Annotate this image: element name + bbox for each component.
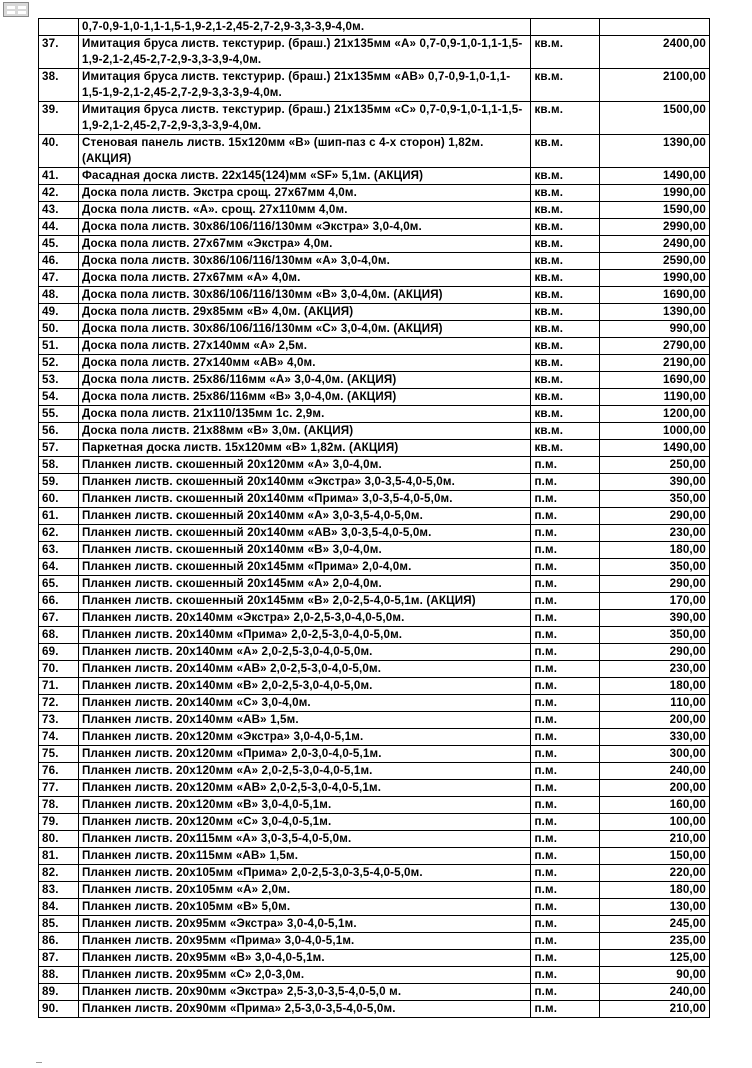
product-name: Доска пола листв. 27х140мм «АВ» 4,0м. — [79, 355, 531, 372]
product-name: Доска пола листв. 27х67мм «Экстра» 4,0м. — [79, 236, 531, 253]
product-name: Планкен листв. 20х90мм «Экстра» 2,5-3,0-3,5-4,0-5,0 м. — [79, 984, 531, 1001]
unit: кв.м. — [531, 423, 600, 440]
unit: кв.м. — [531, 304, 600, 321]
product-name: Имитация бруса листв. текстурир. (браш.) 21х135мм «А» 0,7-0,9-1,0-1,1-1,5-1,9-2,1-2,45-2,7-2,9-3,3-3,9-4,0м. — [79, 36, 531, 69]
price: 290,00 — [600, 508, 710, 525]
price: 160,00 — [600, 797, 710, 814]
product-name: Планкен листв. 20х140мм «АВ» 2,0-2,5-3,0-4,0-5,0м. — [79, 661, 531, 678]
product-name: Планкен листв. 20х105мм «Прима» 2,0-2,5-3,0-3,5-4,0-5,0м. — [79, 865, 531, 882]
unit: кв.м. — [531, 270, 600, 287]
unit: кв.м. — [531, 102, 600, 135]
row-number: 76. — [39, 763, 79, 780]
product-name: Имитация бруса листв. текстурир. (браш.) 21х135мм «АВ» 0,7-0,9-1,0-1,1-1,5-1,9-2,1-2,45-2,7-2,9-3,3-3,9-4,0м. — [79, 69, 531, 102]
unit: п.м. — [531, 831, 600, 848]
row-number: 49. — [39, 304, 79, 321]
price: 2490,00 — [600, 236, 710, 253]
row-number: 44. — [39, 219, 79, 236]
product-name: Планкен листв. скошенный 20х140мм «Прима» 3,0-3,5-4,0-5,0м. — [79, 491, 531, 508]
price — [600, 19, 710, 36]
price-table-body — [39, 19, 710, 1018]
row-number: 64. — [39, 559, 79, 576]
unit: п.м. — [531, 644, 600, 661]
price: 235,00 — [600, 933, 710, 950]
table-row — [39, 135, 710, 168]
table-select-icon[interactable] — [0, 0, 34, 20]
row-number: 65. — [39, 576, 79, 593]
table-row — [39, 984, 710, 1001]
product-name: Доска пола листв. 21х110/135мм 1с. 2,9м. — [79, 406, 531, 423]
product-name: Планкен листв. скошенный 20х145мм «А» 2,0-4,0м. — [79, 576, 531, 593]
row-number: 61. — [39, 508, 79, 525]
unit: кв.м. — [531, 355, 600, 372]
table-row — [39, 304, 710, 321]
unit: п.м. — [531, 882, 600, 899]
unit: п.м. — [531, 780, 600, 797]
product-name: Планкен листв. скошенный 20х140мм «В» 3,0-4,0м. — [79, 542, 531, 559]
table-row — [39, 508, 710, 525]
unit: п.м. — [531, 984, 600, 1001]
price: 100,00 — [600, 814, 710, 831]
table-row — [39, 644, 710, 661]
row-number: 42. — [39, 185, 79, 202]
price: 125,00 — [600, 950, 710, 967]
product-name: Планкен листв. 20х115мм «АВ» 1,5м. — [79, 848, 531, 865]
price: 1390,00 — [600, 304, 710, 321]
price: 130,00 — [600, 899, 710, 916]
price: 1690,00 — [600, 372, 710, 389]
row-number: 63. — [39, 542, 79, 559]
table-row — [39, 36, 710, 69]
price: 210,00 — [600, 1001, 710, 1018]
table-row — [39, 19, 710, 36]
table-row — [39, 882, 710, 899]
product-name: Планкен листв. 20х120мм «Прима» 2,0-3,0-4,0-5,1м. — [79, 746, 531, 763]
table-row — [39, 899, 710, 916]
table-row — [39, 695, 710, 712]
table-row — [39, 372, 710, 389]
table-row — [39, 185, 710, 202]
unit: п.м. — [531, 729, 600, 746]
row-number: 60. — [39, 491, 79, 508]
unit: п.м. — [531, 933, 600, 950]
table-row — [39, 168, 710, 185]
price: 250,00 — [600, 457, 710, 474]
price: 110,00 — [600, 695, 710, 712]
price: 1590,00 — [600, 202, 710, 219]
unit: п.м. — [531, 950, 600, 967]
product-name: Доска пола листв. 25х86/116мм «В» 3,0-4,0м. (АКЦИЯ) — [79, 389, 531, 406]
price: 2190,00 — [600, 355, 710, 372]
row-number: 89. — [39, 984, 79, 1001]
price: 2400,00 — [600, 36, 710, 69]
table-row — [39, 542, 710, 559]
price: 1200,00 — [600, 406, 710, 423]
product-name: Планкен листв. 20х140мм «В» 2,0-2,5-3,0-4,0-5,0м. — [79, 678, 531, 695]
price: 1190,00 — [600, 389, 710, 406]
table-row — [39, 746, 710, 763]
unit: п.м. — [531, 525, 600, 542]
row-number: 79. — [39, 814, 79, 831]
price: 350,00 — [600, 627, 710, 644]
row-number: 39. — [39, 102, 79, 135]
price: 245,00 — [600, 916, 710, 933]
row-number: 57. — [39, 440, 79, 457]
table-row — [39, 831, 710, 848]
unit: кв.м. — [531, 236, 600, 253]
product-name: Доска пола листв. 30х86/106/116/130мм «В» 3,0-4,0м. (АКЦИЯ) — [79, 287, 531, 304]
table-row — [39, 389, 710, 406]
price: 210,00 — [600, 831, 710, 848]
row-number: 67. — [39, 610, 79, 627]
product-name: Доска пола листв. «А». срощ. 27х110мм 4,0м. — [79, 202, 531, 219]
row-number: 84. — [39, 899, 79, 916]
unit: п.м. — [531, 593, 600, 610]
table-row — [39, 423, 710, 440]
price: 300,00 — [600, 746, 710, 763]
product-name: 0,7-0,9-1,0-1,1-1,5-1,9-2,1-2,45-2,7-2,9-3,3-3,9-4,0м. — [79, 19, 531, 36]
row-number — [39, 19, 79, 36]
price: 170,00 — [600, 593, 710, 610]
table-row — [39, 355, 710, 372]
price: 150,00 — [600, 848, 710, 865]
unit: п.м. — [531, 678, 600, 695]
product-name: Доска пола листв. 27х140мм «А» 2,5м. — [79, 338, 531, 355]
row-number: 83. — [39, 882, 79, 899]
row-number: 87. — [39, 950, 79, 967]
row-number: 40. — [39, 135, 79, 168]
unit: п.м. — [531, 457, 600, 474]
row-number: 85. — [39, 916, 79, 933]
row-number: 54. — [39, 389, 79, 406]
product-name: Планкен листв. 20х90мм «Прима» 2,5-3,0-3,5-4,0-5,0м. — [79, 1001, 531, 1018]
row-number: 53. — [39, 372, 79, 389]
table-row — [39, 593, 710, 610]
table-row — [39, 69, 710, 102]
table-row — [39, 236, 710, 253]
price: 1390,00 — [600, 135, 710, 168]
table-row — [39, 576, 710, 593]
product-name: Планкен листв. 20х120мм «С» 3,0-4,0-5,1м. — [79, 814, 531, 831]
table-row — [39, 780, 710, 797]
unit: кв.м. — [531, 36, 600, 69]
row-number: 58. — [39, 457, 79, 474]
product-name: Планкен листв. скошенный 20х140мм «Экстра» 3,0-3,5-4,0-5,0м. — [79, 474, 531, 491]
product-name: Планкен листв. 20х140мм «А» 2,0-2,5-3,0-4,0-5,0м. — [79, 644, 531, 661]
row-number: 71. — [39, 678, 79, 695]
price: 350,00 — [600, 559, 710, 576]
product-name: Планкен листв. 20х140мм «С» 3,0-4,0м. — [79, 695, 531, 712]
product-name: Фасадная доска листв. 22х145(124)мм «SF» 5,1м. (АКЦИЯ) — [79, 168, 531, 185]
table-row — [39, 321, 710, 338]
product-name: Доска пола листв. 30х86/106/116/130мм «С» 3,0-4,0м. (АКЦИЯ) — [79, 321, 531, 338]
product-name: Планкен листв. 20х105мм «В» 5,0м. — [79, 899, 531, 916]
unit: кв.м. — [531, 406, 600, 423]
product-name: Планкен листв. 20х140мм «Прима» 2,0-2,5-3,0-4,0-5,0м. — [79, 627, 531, 644]
price: 180,00 — [600, 678, 710, 695]
price: 180,00 — [600, 542, 710, 559]
price: 90,00 — [600, 967, 710, 984]
table-row — [39, 491, 710, 508]
table-row — [39, 916, 710, 933]
table-row — [39, 610, 710, 627]
price: 1000,00 — [600, 423, 710, 440]
unit: п.м. — [531, 763, 600, 780]
row-number: 48. — [39, 287, 79, 304]
unit: п.м. — [531, 916, 600, 933]
row-number: 62. — [39, 525, 79, 542]
price: 290,00 — [600, 576, 710, 593]
unit: кв.м. — [531, 440, 600, 457]
product-name: Планкен листв. скошенный 20х145мм «В» 2,0-2,5-4,0-5,1м. (АКЦИЯ) — [79, 593, 531, 610]
unit: кв.м. — [531, 69, 600, 102]
price: 2590,00 — [600, 253, 710, 270]
unit: п.м. — [531, 491, 600, 508]
product-name: Планкен листв. скошенный 20х140мм «А» 3,0-3,5-4,0-5,0м. — [79, 508, 531, 525]
unit: п.м. — [531, 474, 600, 491]
row-number: 66. — [39, 593, 79, 610]
unit: кв.м. — [531, 219, 600, 236]
price: 1500,00 — [600, 102, 710, 135]
row-number: 52. — [39, 355, 79, 372]
price: 2100,00 — [600, 69, 710, 102]
price: 1990,00 — [600, 185, 710, 202]
table-row — [39, 253, 710, 270]
product-name: Доска пола листв. 21х88мм «В» 3,0м. (АКЦИЯ) — [79, 423, 531, 440]
unit: п.м. — [531, 797, 600, 814]
price: 200,00 — [600, 780, 710, 797]
table-row — [39, 525, 710, 542]
row-number: 86. — [39, 933, 79, 950]
product-name: Планкен листв. 20х95мм «С» 2,0-3,0м. — [79, 967, 531, 984]
row-number: 70. — [39, 661, 79, 678]
price: 240,00 — [600, 984, 710, 1001]
row-number: 50. — [39, 321, 79, 338]
price: 390,00 — [600, 474, 710, 491]
table-row — [39, 712, 710, 729]
product-name: Планкен листв. 20х120мм «В» 3,0-4,0-5,1м. — [79, 797, 531, 814]
unit: п.м. — [531, 1001, 600, 1018]
product-name: Имитация бруса листв. текстурир. (браш.) 21х135мм «С» 0,7-0,9-1,0-1,1-1,5-1,9-2,1-2,45-2,7-2,9-3,3-3,9-4,0м. — [79, 102, 531, 135]
price: 350,00 — [600, 491, 710, 508]
row-number: 41. — [39, 168, 79, 185]
product-name: Планкен листв. 20х120мм «Экстра» 3,0-4,0-5,1м. — [79, 729, 531, 746]
row-number: 73. — [39, 712, 79, 729]
product-name: Доска пола листв. 29х85мм «В» 4,0м. (АКЦИЯ) — [79, 304, 531, 321]
unit: кв.м. — [531, 389, 600, 406]
table-row — [39, 848, 710, 865]
price: 290,00 — [600, 644, 710, 661]
price: 230,00 — [600, 661, 710, 678]
product-name: Планкен листв. 20х120мм «А» 2,0-2,5-3,0-4,0-5,1м. — [79, 763, 531, 780]
table-row — [39, 627, 710, 644]
row-number: 55. — [39, 406, 79, 423]
unit: п.м. — [531, 576, 600, 593]
product-name: Паркетная доска листв. 15х120мм «В» 1,82м. (АКЦИЯ) — [79, 440, 531, 457]
unit: п.м. — [531, 542, 600, 559]
price: 1990,00 — [600, 270, 710, 287]
table-row — [39, 1001, 710, 1018]
table-row — [39, 797, 710, 814]
product-name: Стеновая панель листв. 15х120мм «В» (шип-паз с 4-х сторон) 1,82м. (АКЦИЯ) — [79, 135, 531, 168]
table-row — [39, 865, 710, 882]
table-row — [39, 102, 710, 135]
price: 1690,00 — [600, 287, 710, 304]
row-number: 43. — [39, 202, 79, 219]
table-row — [39, 678, 710, 695]
product-name: Планкен листв. 20х140мм «АВ» 1,5м. — [79, 712, 531, 729]
unit: кв.м. — [531, 372, 600, 389]
product-name: Доска пола листв. 25х86/116мм «А» 3,0-4,0м. (АКЦИЯ) — [79, 372, 531, 389]
table-row — [39, 219, 710, 236]
product-name: Планкен листв. скошенный 20х140мм «АВ» 3,0-3,5-4,0-5,0м. — [79, 525, 531, 542]
table-row — [39, 933, 710, 950]
unit: п.м. — [531, 712, 600, 729]
unit: п.м. — [531, 967, 600, 984]
row-number: 81. — [39, 848, 79, 865]
price: 180,00 — [600, 882, 710, 899]
unit: п.м. — [531, 899, 600, 916]
table-row — [39, 967, 710, 984]
unit: п.м. — [531, 848, 600, 865]
unit: п.м. — [531, 661, 600, 678]
row-number: 45. — [39, 236, 79, 253]
row-number: 38. — [39, 69, 79, 102]
product-name: Планкен листв. 20х140мм «Экстра» 2,0-2,5-3,0-4,0-5,0м. — [79, 610, 531, 627]
price: 390,00 — [600, 610, 710, 627]
unit: кв.м. — [531, 185, 600, 202]
product-name: Планкен листв. 20х95мм «Экстра» 3,0-4,0-5,1м. — [79, 916, 531, 933]
price: 330,00 — [600, 729, 710, 746]
row-number: 74. — [39, 729, 79, 746]
row-number: 90. — [39, 1001, 79, 1018]
table-row — [39, 406, 710, 423]
price: 1490,00 — [600, 440, 710, 457]
price-table — [38, 18, 710, 1018]
product-name: Планкен листв. 20х95мм «Прима» 3,0-4,0-5,1м. — [79, 933, 531, 950]
table-row — [39, 950, 710, 967]
price: 2990,00 — [600, 219, 710, 236]
price: 230,00 — [600, 525, 710, 542]
unit: п.м. — [531, 610, 600, 627]
table-row — [39, 338, 710, 355]
row-number: 72. — [39, 695, 79, 712]
table-row — [39, 814, 710, 831]
table-row — [39, 763, 710, 780]
product-name: Планкен листв. 20х120мм «АВ» 2,0-2,5-3,0-4,0-5,1м. — [79, 780, 531, 797]
table-row — [39, 474, 710, 491]
row-number: 59. — [39, 474, 79, 491]
row-number: 47. — [39, 270, 79, 287]
unit: кв.м. — [531, 287, 600, 304]
row-number: 88. — [39, 967, 79, 984]
row-number: 77. — [39, 780, 79, 797]
row-number: 78. — [39, 797, 79, 814]
table-row — [39, 559, 710, 576]
table-row — [39, 270, 710, 287]
product-name: Планкен листв. 20х95мм «В» 3,0-4,0-5,1м. — [79, 950, 531, 967]
product-name: Планкен листв. 20х115мм «А» 3,0-3,5-4,0-5,0м. — [79, 831, 531, 848]
product-name: Доска пола листв. 30х86/106/116/130мм «А» 3,0-4,0м. — [79, 253, 531, 270]
price: 220,00 — [600, 865, 710, 882]
unit: кв.м. — [531, 338, 600, 355]
table-row — [39, 457, 710, 474]
unit: кв.м. — [531, 321, 600, 338]
unit: кв.м. — [531, 253, 600, 270]
row-number: 69. — [39, 644, 79, 661]
product-name: Доска пола листв. Экстра срощ. 27х67мм 4,0м. — [79, 185, 531, 202]
page-edge-mark — [36, 1062, 42, 1063]
product-name: Планкен листв. 20х105мм «А» 2,0м. — [79, 882, 531, 899]
unit: п.м. — [531, 695, 600, 712]
unit: п.м. — [531, 559, 600, 576]
row-number: 46. — [39, 253, 79, 270]
product-name: Доска пола листв. 27х67мм «А» 4,0м. — [79, 270, 531, 287]
row-number: 80. — [39, 831, 79, 848]
product-name: Доска пола листв. 30х86/106/116/130мм «Экстра» 3,0-4,0м. — [79, 219, 531, 236]
row-number: 75. — [39, 746, 79, 763]
price: 2790,00 — [600, 338, 710, 355]
table-row — [39, 440, 710, 457]
unit: п.м. — [531, 627, 600, 644]
price: 1490,00 — [600, 168, 710, 185]
unit: п.м. — [531, 814, 600, 831]
unit: кв.м. — [531, 168, 600, 185]
product-name: Планкен листв. скошенный 20х120мм «А» 3,0-4,0м. — [79, 457, 531, 474]
product-name: Планкен листв. скошенный 20х145мм «Прима» 2,0-4,0м. — [79, 559, 531, 576]
row-number: 51. — [39, 338, 79, 355]
price: 240,00 — [600, 763, 710, 780]
row-number: 68. — [39, 627, 79, 644]
table-row — [39, 661, 710, 678]
unit: кв.м. — [531, 202, 600, 219]
table-row — [39, 729, 710, 746]
row-number: 37. — [39, 36, 79, 69]
table-row — [39, 202, 710, 219]
table-row — [39, 287, 710, 304]
row-number: 82. — [39, 865, 79, 882]
unit: п.м. — [531, 508, 600, 525]
unit: п.м. — [531, 865, 600, 882]
row-number: 56. — [39, 423, 79, 440]
unit: п.м. — [531, 746, 600, 763]
unit: кв.м. — [531, 135, 600, 168]
price: 200,00 — [600, 712, 710, 729]
unit — [531, 19, 600, 36]
price: 990,00 — [600, 321, 710, 338]
